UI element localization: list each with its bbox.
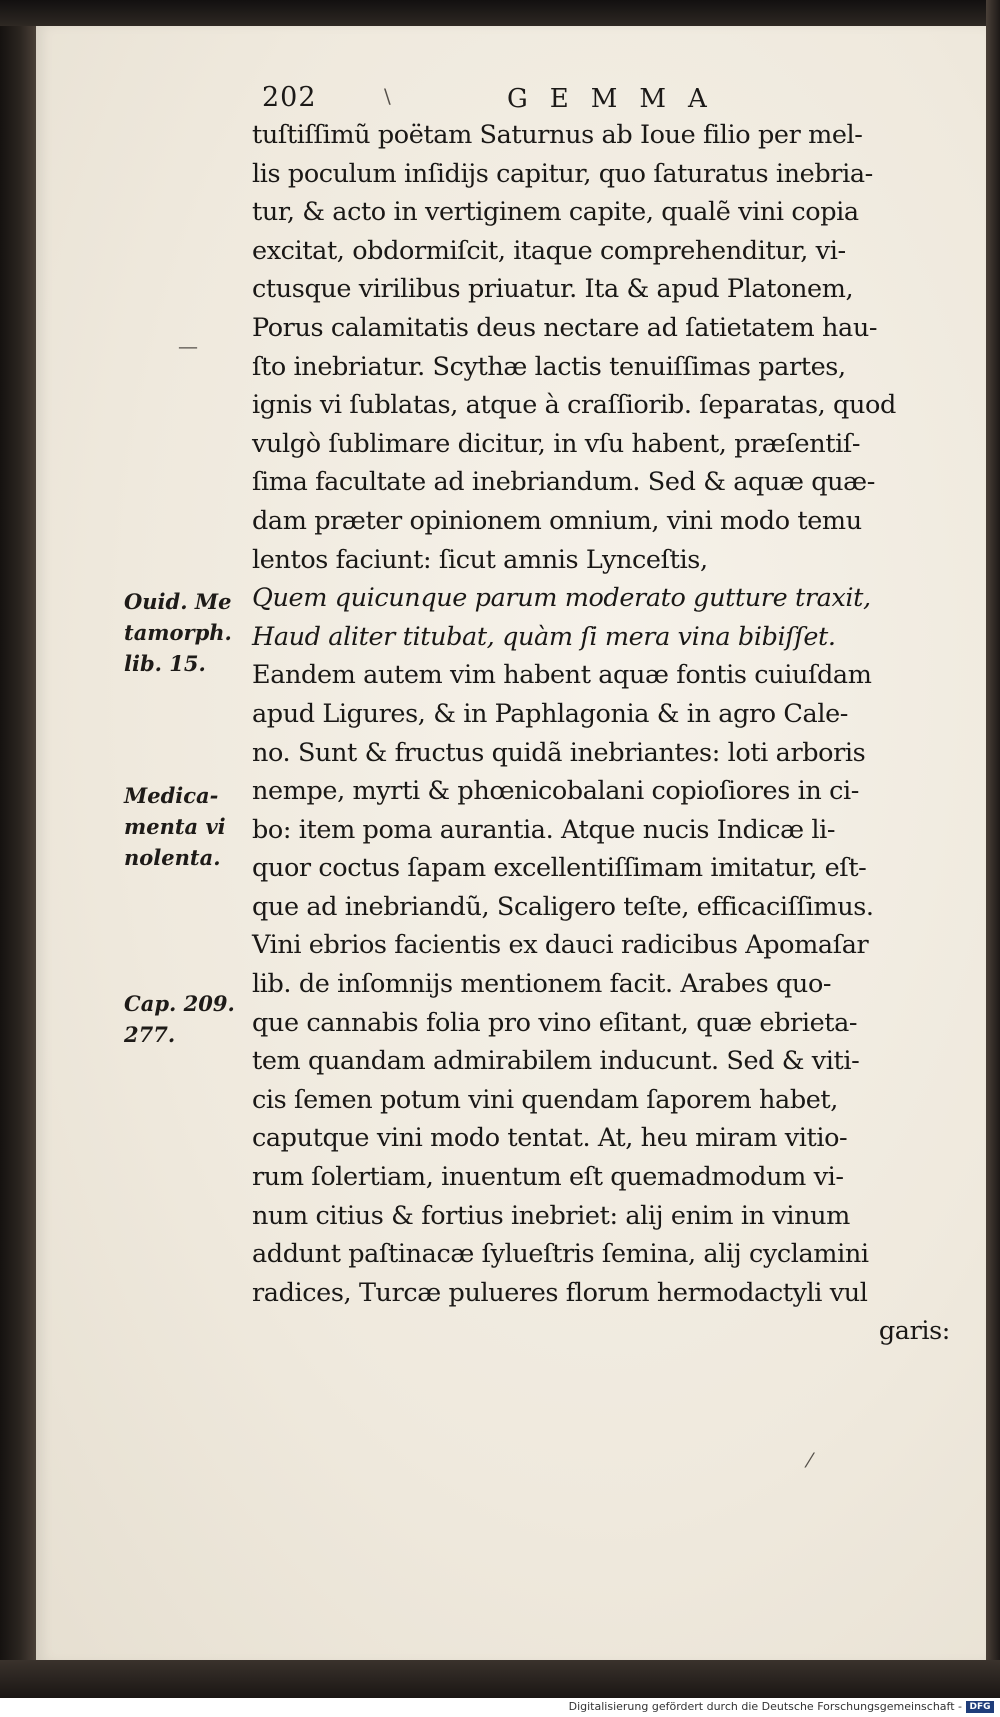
text-line: lentos faciunt: ſicut amnis Lynceſtis, bbox=[252, 544, 708, 575]
text-line: num citius & fortius inebriet: alij enim in vinum bbox=[252, 1200, 850, 1231]
running-title: GEMMA bbox=[507, 84, 729, 114]
margin-note-line: menta vi bbox=[124, 814, 226, 839]
text-line: radices, Turcæ pulueres florum hermodactyli vul bbox=[252, 1277, 868, 1308]
text-line: Eandem autem vim habent aquæ fontis cuiuſdam bbox=[252, 660, 872, 691]
ink-speck: — bbox=[178, 334, 198, 358]
text-line: rum ſolertiam, inuentum eſt quemadmodum vi- bbox=[252, 1162, 844, 1193]
text-line: lib. de inſomnijs mentionem facit. Arabes quo- bbox=[252, 969, 832, 1000]
margin-note-line: Medica- bbox=[124, 783, 219, 808]
text-line: no. Sunt & fructus quidã inebriantes: loti arboris bbox=[252, 737, 866, 768]
body-text bbox=[252, 116, 952, 1351]
margin-note-line: nolenta. bbox=[124, 845, 221, 870]
margin-note-line: tamorph. bbox=[124, 620, 232, 645]
footer-bar bbox=[0, 1698, 1000, 1717]
margin-note-line: 277. bbox=[124, 1022, 176, 1047]
text-line: lis poculum inſidijs capitur, quo ſaturatus inebria- bbox=[252, 158, 873, 189]
margin-note-medicamenta bbox=[124, 780, 244, 873]
text-line: ctusque virilibus priuatur. Ita & apud Platonem, bbox=[252, 274, 854, 305]
text-line: cis ſemen potum vini quendam ſaporem habet, bbox=[252, 1084, 838, 1115]
text-line: dam præter opinionem omnium, vini modo temu bbox=[252, 505, 862, 536]
scan-bottom-edge bbox=[0, 1660, 1000, 1698]
margin-note-ovid bbox=[124, 586, 244, 679]
footer-credit: Digitalisierung gefördert durch die Deutsche Forschungsgemeinschaft - bbox=[568, 1700, 962, 1713]
text-line: tuſtiſſimũ poëtam Saturnus ab Ioue filio per mel- bbox=[252, 120, 863, 150]
text-line: excitat, obdormiſcit, itaque comprehenditur, vi- bbox=[252, 235, 846, 266]
ink-speck: \ bbox=[384, 84, 391, 108]
scan-left-edge bbox=[0, 0, 36, 1717]
page-number: 202 bbox=[262, 82, 317, 113]
text-line: Quem quicunque parum moderato gutture traxit, bbox=[252, 583, 871, 614]
text-line: ignis vi ſublatas, atque à craſſiorib. ſeparatas, quod bbox=[252, 390, 896, 421]
text-line: bo: item poma aurantia. Atque nucis Indicæ li- bbox=[252, 814, 836, 845]
text-line: tem quandam admirabilem inducunt. Sed & viti- bbox=[252, 1046, 860, 1077]
margin-note-line: Cap. 209. bbox=[124, 991, 235, 1016]
text-line: vulgò ſublimare dicitur, in vſu habent, præſentiſ- bbox=[252, 428, 861, 459]
text-line: ſto inebriatur. Scythæ lactis tenuiſſimas partes, bbox=[252, 351, 846, 382]
text-line: nempe, myrti & phœnicobalani copioſiores in ci- bbox=[252, 776, 859, 807]
text-line: caputque vini modo tentat. At, heu miram vitio- bbox=[252, 1123, 848, 1154]
dfg-logo: DFG bbox=[966, 1701, 994, 1713]
scan-top-edge bbox=[0, 0, 1000, 26]
text-line: Porus calamitatis deus nectare ad ſatietatem hau- bbox=[252, 312, 878, 343]
text-line: tur, & acto in vertiginem capite, qualẽ vini copia bbox=[252, 197, 859, 228]
text-line: quor coctus ſapam excellentiſſimam imitatur, eſt- bbox=[252, 853, 867, 884]
text-line: que cannabis folia pro vino eſitant, quæ ebrieta- bbox=[252, 1007, 858, 1038]
text-line: ſima facultate ad inebriandum. Sed & aquæ quæ- bbox=[252, 467, 875, 498]
margin-note-line: Ouid. Me bbox=[124, 589, 232, 614]
margin-note-line: lib. 15. bbox=[124, 651, 206, 676]
ink-speck: ⁄ bbox=[808, 1448, 812, 1472]
margin-note-chapter bbox=[124, 988, 244, 1050]
scan-right-edge bbox=[986, 0, 1000, 1698]
text-line: apud Ligures, & in Paphlagonia & in agro Cale- bbox=[252, 698, 849, 729]
text-line: que ad inebriandũ, Scaligero teſte, efficaciſſimus. bbox=[252, 891, 874, 922]
text-line: Vini ebrios facientis ex dauci radicibus Apomaſar bbox=[252, 930, 869, 961]
page-header bbox=[262, 82, 862, 118]
text-line: garis: bbox=[878, 1316, 950, 1347]
text-line: addunt paſtinacæ ſylueſtris ſemina, alij cyclamini bbox=[252, 1239, 869, 1270]
text-line: Haud aliter titubat, quàm ſi mera vina bibiſſet. bbox=[252, 621, 836, 652]
